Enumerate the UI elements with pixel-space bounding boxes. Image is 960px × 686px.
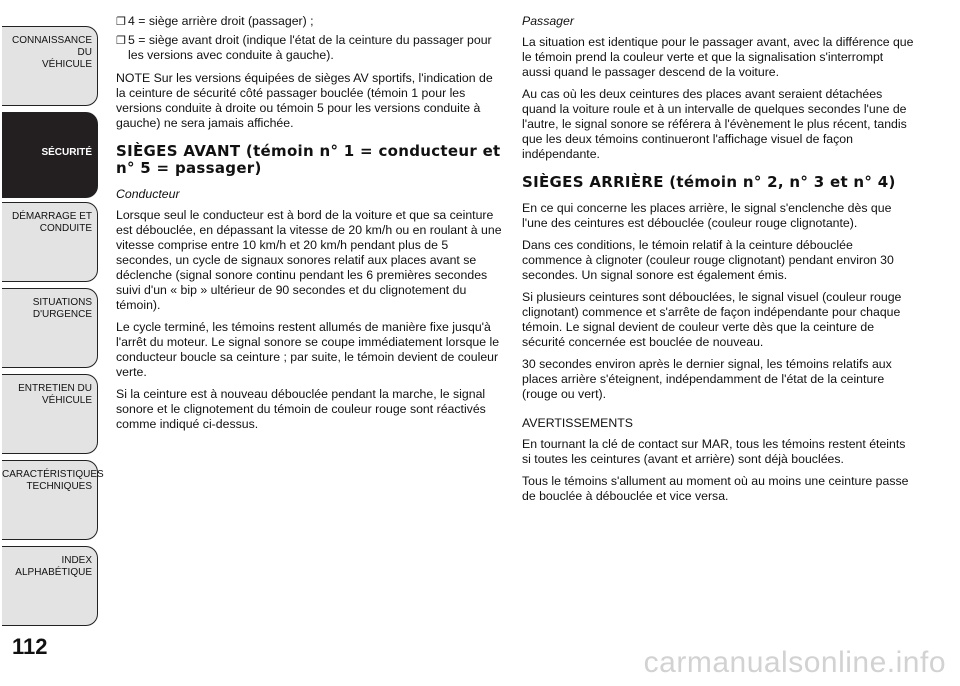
warning-paragraph: Tous le témoins s'allument au moment où au moins une ceinture passe de bouclée à débouclée et vice versa.: [522, 474, 909, 503]
section-heading-rear-seats: SIÈGES ARRIÈRE (témoin n° 2, n° 3 et n° 4): [522, 173, 896, 191]
body-paragraph: Dans ces conditions, le témoin relatif à la ceinture débouclée commence à clignoter (couleur rouge clignotant) pendant environ 30 secondes. Un signal sonore est également émis.: [522, 238, 894, 282]
tab-connaissance-du-vehicule[interactable]: CONNAISSANCE DU VÉHICULE: [2, 26, 98, 106]
checkbox-bullet-icon: ❐: [116, 16, 126, 28]
body-paragraph: Si plusieurs ceintures sont débouclées, le signal visuel (couleur rouge clignotant) commence et s'arrête de façon indépendante pour chaque témoin. Le signal devient de couleur verte dès que la ceinture de sécurité concernée est bouclée de nouveau.: [522, 290, 902, 349]
body-paragraph: Si la ceinture est à nouveau débouclée pendant la marche, le signal sonore et le clignotement du témoin de couleur rouge sont réactivés comme indiqué ci-dessus.: [116, 387, 486, 431]
right-column: [522, 14, 914, 511]
tab-entretien-du-vehicule[interactable]: ENTRETIEN DU VÉHICULE: [2, 374, 98, 454]
body-paragraph: 30 secondes environ après le dernier signal, les témoins relatifs aux places arrière s'éteignent, indépendamment de l'état de la ceinture (rouge ou vert).: [522, 357, 892, 401]
body-paragraph: Le cycle terminé, les témoins restent allumés de manière fixe jusqu'à l'arrêt du moteur. Le signal sonore se coupe immédiatement lorsque le conducteur boucle sa ceinture ; par suite, le témoin devient de couleur verte.: [116, 320, 500, 379]
tab-situations-d-urgence[interactable]: SITUATIONS D'URGENCE: [2, 288, 98, 368]
note-paragraph: NOTE Sur les versions équipées de sièges AV sportifs, l'indication de la ceinture de sécurité côté passager bouclée (témoin 1 pour les versions conduite à droite ou témoin 5 pour les versions conduite à gauche) ne sera jamais affichée.: [116, 71, 493, 130]
subheading-passager: Passager: [522, 14, 574, 28]
list-item: [116, 14, 504, 29]
body-paragraph: Au cas où les deux ceintures des places avant seraient détachées quand la voiture roule et à un intervalle de quelques secondes l'une de l'autre, le signal sonore se référera à l'évènement le plus récent, tandis que les deux témoins continueront l'affichage visuel de façon indépendante.: [522, 87, 907, 161]
checkbox-bullet-icon: ❐: [116, 35, 126, 47]
list-item: [116, 33, 504, 63]
tab-securite[interactable]: SÉCURITÉ: [2, 112, 98, 198]
warning-title: AVERTISSEMENTS: [522, 416, 633, 430]
tab-index-alphabetique[interactable]: INDEX ALPHABÉTIQUE: [2, 546, 98, 626]
section-heading-front-seats: SIÈGES AVANT (témoin n° 1 = conducteur et n° 5 = passager): [116, 142, 501, 177]
page-number: 112: [12, 634, 48, 659]
tab-caracteristiques-techniques[interactable]: CARACTÉRISTIQUES TECHNIQUES: [2, 460, 98, 540]
body-paragraph: La situation est identique pour le passager avant, avec la différence que le témoin prend la couleur verte et que la signalisation s'interrompt aussi quand le passager descend de la voiture.: [522, 35, 914, 79]
warning-paragraph: En tournant la clé de contact sur MAR, tous les témoins restent éteints si toutes les ceintures (avant et arrière) sont déjà bouclées.: [522, 437, 906, 466]
left-column: [116, 14, 504, 439]
tab-demarrage-et-conduite[interactable]: DÉMARRAGE ET CONDUITE: [2, 202, 98, 282]
chapter-sidebar: [0, 0, 104, 686]
subheading-conducteur: Conducteur: [116, 187, 180, 201]
list-item-text: 5 = siège avant droit (indique l'état de la ceinture du passager pour les versions avec conduite à gauche).: [128, 33, 492, 62]
list-item-text: 4 = siège arrière droit (passager) ;: [128, 14, 314, 28]
body-paragraph: En ce qui concerne les places arrière, le signal s'enclenche dès que l'une des ceintures est débouclée (couleur rouge clignotante).: [522, 201, 892, 230]
body-paragraph: Lorsque seul le conducteur est à bord de la voiture et que sa ceinture est débouclée, en dépassant la vitesse de 20 km/h ou en roulant à une vitesse comprise entre 10 km/h et 20 km/h pendant plus de 5 secondes, un cycle de signaux sonores relatif aux places avant se déclenche (signal sonore continu pendant les 6 premières secondes suivi d'un « bip » ultérieur de 90 secondes et du clignotement du témoin).: [116, 208, 502, 312]
watermark: carmanualsonline.info: [643, 646, 946, 679]
